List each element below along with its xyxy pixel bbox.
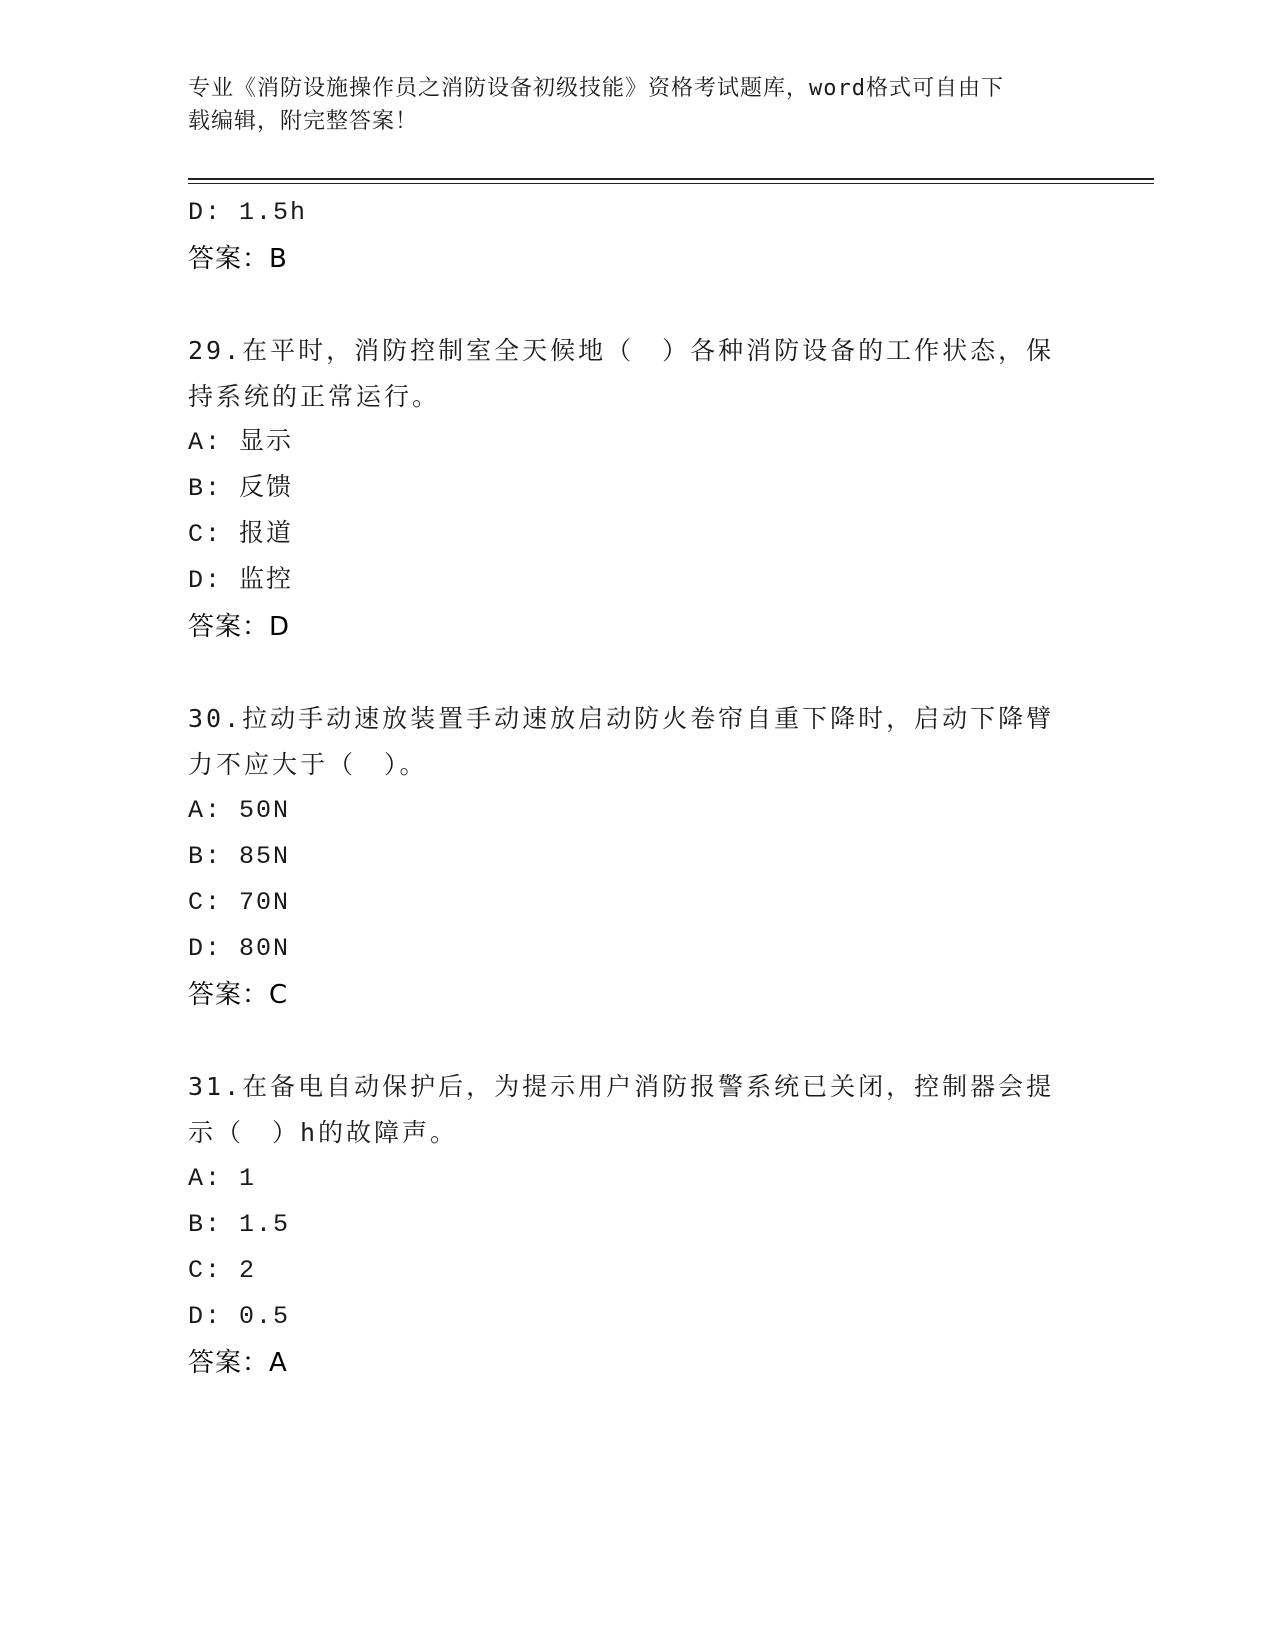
question-31-option-d: D: 0.5 — [188, 1302, 291, 1331]
header-line-1: 专业《消防设施操作员之消防设备初级技能》资格考试题库，word格式可自由下 — [188, 76, 1004, 101]
spacer — [188, 650, 1088, 696]
question-31-option-b: B: 1.5 — [188, 1210, 291, 1239]
question-28-option-d: D: 1.5h — [188, 198, 308, 227]
question-30 — [188, 696, 1088, 1018]
question-30-stem-line-1: 30.拉动手动速放装置手动速放启动防火卷帘自重下降时，启动下降臂 — [188, 704, 1055, 733]
question-list — [188, 190, 1088, 1386]
question-30-option-b: B: 85N — [188, 842, 291, 871]
header-divider-thin — [188, 183, 1154, 184]
question-30-option-d: D: 80N — [188, 934, 291, 963]
question-29-stem-line-1: 29.在平时，消防控制室全天候地（ ）各种消防设备的工作状态，保 — [188, 336, 1055, 365]
question-29-option-b: B: 反馈 — [188, 474, 294, 503]
question-29-answer: 答案：D — [188, 612, 291, 642]
question-29-option-d: D: 监控 — [188, 566, 294, 595]
question-30-stem-line-2: 力不应大于（ ）。 — [188, 750, 428, 779]
question-31-option-c: C: 2 — [188, 1256, 257, 1285]
question-31 — [188, 1064, 1088, 1386]
question-29-stem-line-2: 持系统的正常运行。 — [188, 382, 441, 411]
question-31-answer: 答案：A — [188, 1348, 288, 1378]
question-30-option-a: A: 50N — [188, 796, 291, 825]
header-line-2: 载编辑，附完整答案！ — [188, 109, 419, 134]
document-header — [188, 72, 1088, 138]
spacer — [188, 282, 1088, 328]
question-31-stem-line-1: 31.在备电自动保护后，为提示用户消防报警系统已关闭，控制器会提 — [188, 1072, 1055, 1101]
question-30-answer: 答案：C — [188, 980, 289, 1010]
spacer — [188, 1018, 1088, 1064]
question-29 — [188, 328, 1088, 650]
question-29-option-c: C: 报道 — [188, 520, 294, 549]
header-divider-thick — [188, 178, 1154, 180]
question-31-stem-line-2: 示（ ）h的故障声。 — [188, 1118, 459, 1147]
question-29-option-a: A: 显示 — [188, 428, 294, 457]
question-28-answer: 答案：B — [188, 244, 288, 274]
question-30-option-c: C: 70N — [188, 888, 291, 917]
question-31-option-a: A: 1 — [188, 1164, 257, 1193]
